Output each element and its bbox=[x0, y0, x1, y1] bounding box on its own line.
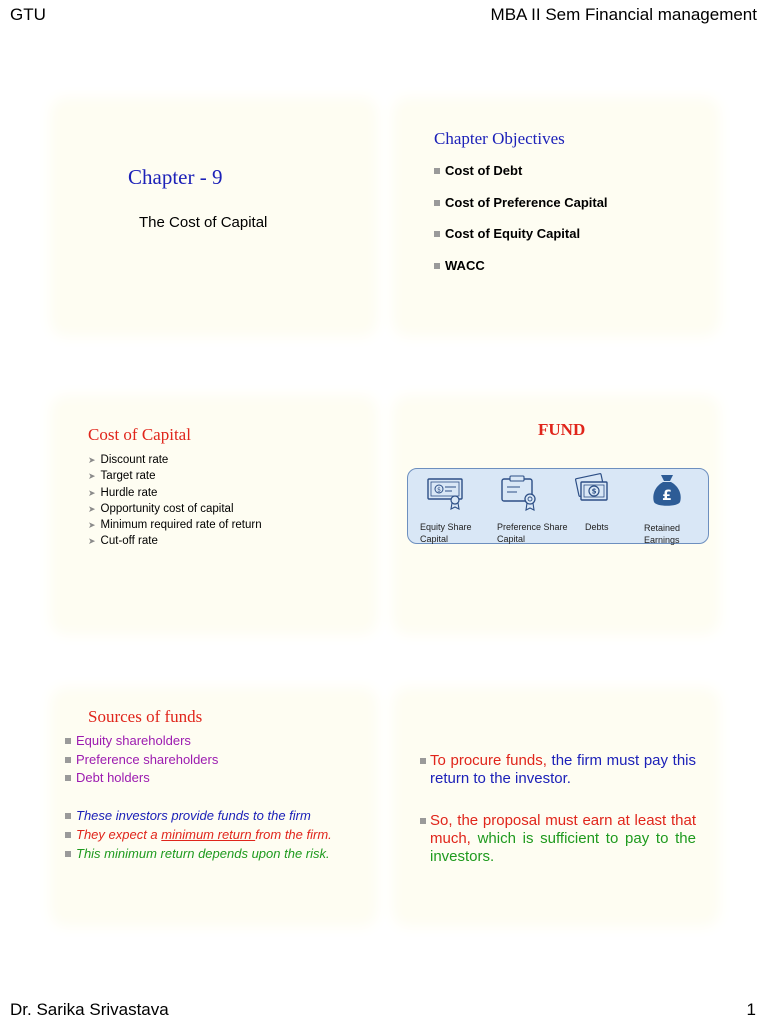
slide-objectives bbox=[402, 107, 710, 327]
arrow-bullet-icon: ➤ bbox=[88, 455, 96, 465]
bullet-icon bbox=[434, 168, 440, 174]
list-item: Cost of Preference Capital bbox=[434, 195, 608, 227]
list-item: ➤ Target rate bbox=[88, 470, 156, 483]
bullet-icon bbox=[434, 263, 440, 269]
header-right: MBA II Sem Financial management bbox=[490, 5, 757, 24]
paragraph-procure: To procure funds, the firm must pay this return to the investor. bbox=[420, 752, 696, 788]
list-item: WACC bbox=[434, 258, 608, 290]
bullet-icon bbox=[65, 851, 71, 857]
sources-list bbox=[65, 733, 218, 789]
arrow-bullet-icon: ➤ bbox=[88, 503, 96, 514]
list-item: Cost of Debt bbox=[434, 163, 608, 195]
list-item: Equity shareholders bbox=[65, 733, 218, 752]
bullet-icon bbox=[65, 757, 71, 763]
slide-cost-of-capital bbox=[60, 405, 368, 625]
bullet-icon bbox=[434, 231, 440, 237]
bullet-icon bbox=[420, 818, 426, 824]
fund-label-retained: Retained Earnings bbox=[644, 523, 681, 545]
slide-chapter-title bbox=[60, 107, 368, 327]
cost-of-capital-title: Cost of Capital bbox=[88, 425, 191, 444]
slide-procure-funds bbox=[402, 697, 710, 917]
fund-sources-box bbox=[407, 468, 709, 544]
list-item: These investors provide funds to the firm bbox=[65, 808, 332, 827]
svg-text:$: $ bbox=[437, 486, 441, 494]
list-item: ➤ Discount rate bbox=[88, 454, 169, 466]
fund-label-debts: Debts bbox=[585, 522, 609, 532]
fund-label-preference: Preference Share Capital bbox=[497, 522, 568, 544]
bullet-icon bbox=[434, 200, 440, 206]
investor-notes-list bbox=[65, 808, 332, 865]
svg-text:$: $ bbox=[591, 487, 597, 496]
objectives-title: Chapter Objectives bbox=[434, 129, 565, 148]
list-item: This minimum return depends upon the risk. bbox=[65, 846, 332, 865]
svg-text:£: £ bbox=[662, 488, 672, 504]
bullet-icon bbox=[65, 775, 71, 781]
header-left: GTU bbox=[10, 5, 46, 24]
slide-fund bbox=[402, 405, 710, 625]
fund-title: FUND bbox=[538, 420, 586, 439]
slide-sources-of-funds bbox=[60, 697, 368, 917]
objectives-list bbox=[434, 163, 608, 289]
chapter-title: Chapter - 9 bbox=[128, 165, 223, 189]
paragraph-proposal: So, the proposal must earn at least that much, which is sufficient to pay to the investors. bbox=[420, 812, 696, 866]
list-item: Cost of Equity Capital bbox=[434, 226, 608, 258]
list-item: ➤ Minimum required rate of return bbox=[88, 519, 262, 532]
fund-label-equity: Equity Share Capital bbox=[420, 522, 472, 544]
arrow-bullet-icon: ➤ bbox=[88, 536, 96, 547]
money-icon bbox=[574, 472, 614, 506]
footer-page-number: 1 bbox=[746, 1000, 756, 1019]
list-item: ➤ Cut-off rate bbox=[88, 535, 158, 548]
arrow-bullet-icon: ➤ bbox=[88, 487, 96, 498]
arrow-bullet-icon: ➤ bbox=[88, 520, 96, 531]
list-item: Preference shareholders bbox=[65, 752, 218, 771]
bullet-icon bbox=[65, 832, 71, 838]
footer-author: Dr. Sarika Srivastava bbox=[10, 1000, 169, 1019]
certificate-icon bbox=[426, 476, 466, 510]
arrow-bullet-icon: ➤ bbox=[88, 471, 96, 482]
chapter-subtitle: The Cost of Capital bbox=[139, 214, 268, 231]
ribbon-document-icon bbox=[500, 475, 542, 511]
cost-of-capital-list bbox=[88, 454, 262, 552]
list-item: They expect a minimum return from the firm. bbox=[65, 827, 332, 846]
money-bag-icon bbox=[648, 472, 686, 510]
list-item: Debt holders bbox=[65, 770, 218, 789]
bullet-icon bbox=[420, 758, 426, 764]
list-item: ➤ Opportunity cost of capital bbox=[88, 502, 234, 515]
underlined-phrase: minimum return bbox=[161, 827, 256, 842]
bullet-icon bbox=[65, 738, 71, 744]
list-item: ➤ Hurdle rate bbox=[88, 486, 158, 499]
sources-title: Sources of funds bbox=[88, 707, 203, 726]
bullet-icon bbox=[65, 813, 71, 819]
